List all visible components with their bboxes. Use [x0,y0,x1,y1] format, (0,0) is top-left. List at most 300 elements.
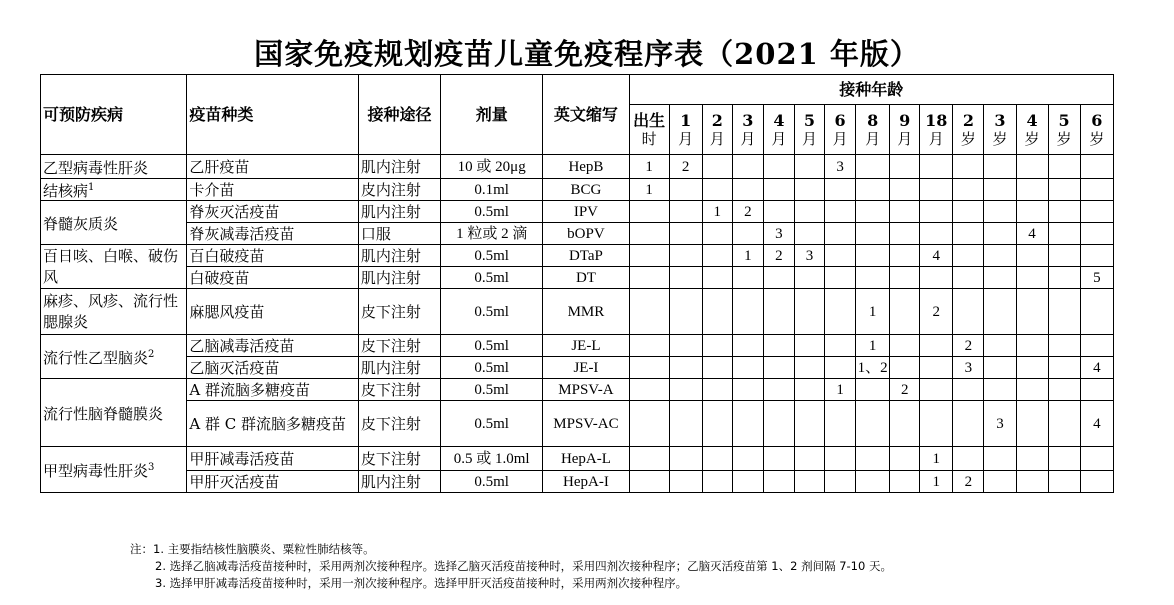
header-age-11: 3 岁 [984,105,1016,155]
dose-cell [1080,289,1113,335]
dose-cell [856,401,890,447]
dose-cell [629,471,669,493]
dose-cell [1048,379,1080,401]
dose-cell [1048,471,1080,493]
dose-cell [890,471,920,493]
dose-cell [1048,179,1080,201]
dose-cell [856,245,890,267]
abbr-cell: HepA-L [543,447,629,471]
dose-cell [1048,155,1080,179]
dose-cell: 1 [920,471,953,493]
dose-cell: 0.5 或 1.0ml [441,447,543,471]
vaccine-cell: 乙脑灭活疫苗 [187,357,358,379]
dose-cell [825,447,856,471]
table-row [41,267,1114,289]
dose-cell [669,289,702,335]
dose-cell [920,223,953,245]
vaccine-cell: 乙肝疫苗 [187,155,358,179]
table-row [41,179,1114,201]
route-cell: 肌内注射 [358,357,440,379]
dose-cell: 2 [763,245,794,267]
dose-cell [732,335,763,357]
route-cell: 皮下注射 [358,289,440,335]
dose-cell [732,179,763,201]
vaccine-cell: 脊灰灭活疫苗 [187,201,358,223]
dose-cell [825,179,856,201]
header-age-0: 出生 时 [629,105,669,155]
page-title: 国家免疫规划疫苗儿童免疫程序表（2021 年版） [254,37,920,71]
dose-cell [794,335,824,357]
vaccine-cell: 卡介苗 [187,179,358,201]
vaccine-cell: A 群 C 群流脑多糖疫苗 [187,401,358,447]
dose-cell [763,289,794,335]
vaccine-cell: 甲肝减毒活疫苗 [187,447,358,471]
dose-cell [920,201,953,223]
header-route: 接种途径 [358,75,440,155]
dose-cell [732,357,763,379]
dose-cell [732,155,763,179]
dose-cell: 1 [856,335,890,357]
dose-cell [1016,335,1048,357]
disease-cell: 麻疹、风疹、流行性腮腺炎 [41,289,187,335]
abbr-cell: HepA-I [543,471,629,493]
dose-cell [890,223,920,245]
dose-cell: 1 [920,447,953,471]
dose-cell [825,289,856,335]
disease-cell: 结核病$^1$ [41,179,187,201]
vaccine-cell: 麻腮风疫苗 [187,289,358,335]
abbr-cell: JE-I [543,357,629,379]
dose-cell [825,335,856,357]
dose-cell [1016,379,1048,401]
dose-cell [825,401,856,447]
table-row [41,201,1114,223]
route-cell: 皮下注射 [358,447,440,471]
dose-cell: 4 [1080,401,1113,447]
dose-cell [1048,245,1080,267]
dose-cell: 0.5ml [441,267,543,289]
dose-cell [794,223,824,245]
dose-cell [953,245,984,267]
dose-cell: 3 [953,357,984,379]
dose-cell: 1 [856,289,890,335]
dose-cell: 1 [732,245,763,267]
dose-cell [794,267,824,289]
dose-cell [1080,335,1113,357]
disease-cell: 百日咳、白喉、破伤风 [41,245,187,289]
dose-cell: 10 或 20μg [441,155,543,179]
header-age-1: 1 月 [669,105,702,155]
header-age-3: 3 月 [732,105,763,155]
dose-cell [825,223,856,245]
table-row [41,223,1114,245]
dose-cell [702,335,732,357]
dose-cell [920,155,953,179]
dose-cell [953,401,984,447]
dose-cell [1080,379,1113,401]
dose-cell [856,267,890,289]
dose-cell [669,401,702,447]
dose-cell [890,245,920,267]
dose-cell [856,201,890,223]
dose-cell: 0.5ml [441,201,543,223]
immunization-schedule-table [40,74,1114,493]
dose-cell [1080,245,1113,267]
vaccine-cell: 乙脑减毒活疫苗 [187,335,358,357]
dose-cell [890,357,920,379]
dose-cell [1016,289,1048,335]
dose-cell [984,245,1016,267]
footnote-1: 注：1. 主要指结核性脑膜炎、粟粒性肺结核等。 [130,542,375,556]
header-age-group: 接种年龄 [629,75,1113,105]
dose-cell: 0.5ml [441,289,543,335]
table-row [41,155,1114,179]
dose-cell [702,267,732,289]
footnote-marker: 1 [88,182,95,193]
disease-cell: 甲型病毒性肝炎$^3$ [41,447,187,493]
dose-cell: 1、2 [856,357,890,379]
dose-cell [629,245,669,267]
dose-cell: 0.1ml [441,179,543,201]
dose-cell [732,379,763,401]
route-cell: 肌内注射 [358,245,440,267]
dose-cell [1048,335,1080,357]
header-abbr: 英文缩写 [543,75,629,155]
footnote-2: 2. 选择乙脑减毒活疫苗接种时，采用两剂次接种程序。选择乙脑灭活疫苗接种时，采用四剂次接种程序；乙脑灭活疫苗第 1、2 剂间隔 7-10 天。 [155,559,892,573]
dose-cell [984,379,1016,401]
dose-cell [629,223,669,245]
dose-cell: 3 [984,401,1016,447]
dose-cell [702,447,732,471]
abbr-cell: bOPV [543,223,629,245]
dose-cell [732,447,763,471]
dose-cell [702,357,732,379]
dose-cell [669,267,702,289]
dose-cell [763,267,794,289]
disease-cell: 脊髓灰质炎 [41,201,187,245]
dose-cell [763,471,794,493]
dose-cell [953,267,984,289]
abbr-cell: JE-L [543,335,629,357]
disease-cell: 流行性脑脊髓膜炎 [41,379,187,447]
header-age-2: 2 月 [702,105,732,155]
route-cell: 皮下注射 [358,401,440,447]
footnote-marker: 2 [148,349,155,360]
dose-cell: 4 [920,245,953,267]
dose-cell: 2 [953,335,984,357]
dose-cell [890,201,920,223]
header-vaccine: 疫苗种类 [187,75,358,155]
dose-cell [702,155,732,179]
vaccine-cell: A 群流脑多糖疫苗 [187,379,358,401]
route-cell: 肌内注射 [358,471,440,493]
dose-cell [669,471,702,493]
abbr-cell: DT [543,267,629,289]
dose-cell [825,267,856,289]
dose-cell [856,155,890,179]
dose-cell [794,447,824,471]
table-row [41,447,1114,471]
dose-cell [763,447,794,471]
vaccine-cell: 百白破疫苗 [187,245,358,267]
dose-cell [984,201,1016,223]
dose-cell [1048,223,1080,245]
table-row [41,379,1114,401]
dose-cell [984,357,1016,379]
dose-cell [1048,289,1080,335]
abbr-cell: MMR [543,289,629,335]
route-cell: 皮下注射 [358,379,440,401]
dose-cell [890,155,920,179]
dose-cell: 3 [825,155,856,179]
dose-cell [1048,267,1080,289]
table-row [41,245,1114,267]
dose-cell [629,379,669,401]
dose-cell [984,335,1016,357]
dose-cell [1016,447,1048,471]
dose-cell [1016,357,1048,379]
dose-cell [953,379,984,401]
dose-cell [1080,447,1113,471]
dose-cell [890,179,920,201]
dose-cell [856,471,890,493]
dose-cell: 0.5ml [441,471,543,493]
dose-cell [732,401,763,447]
dose-cell [953,155,984,179]
dose-cell [732,223,763,245]
route-cell: 肌内注射 [358,155,440,179]
dose-cell [920,179,953,201]
dose-cell [984,267,1016,289]
dose-cell [794,155,824,179]
dose-cell [1016,245,1048,267]
dose-cell: 3 [763,223,794,245]
dose-cell [920,379,953,401]
dose-cell [763,379,794,401]
dose-cell: 4 [1080,357,1113,379]
dose-cell [702,401,732,447]
dose-cell [629,289,669,335]
header-age-4: 4 月 [763,105,794,155]
dose-cell [920,335,953,357]
dose-cell [763,179,794,201]
dose-cell [763,201,794,223]
dose-cell [1048,401,1080,447]
dose-cell [890,401,920,447]
dose-cell [669,335,702,357]
footnotes [130,541,892,592]
dose-cell: 1 [629,155,669,179]
route-cell: 肌内注射 [358,267,440,289]
dose-cell [669,201,702,223]
dose-cell [629,201,669,223]
dose-cell [890,447,920,471]
dose-cell [920,357,953,379]
dose-cell [953,201,984,223]
dose-cell: 5 [1080,267,1113,289]
dose-cell: 1 [825,379,856,401]
header-age-14: 6 岁 [1080,105,1113,155]
footnote-marker: 3 [148,462,155,473]
dose-cell: 2 [732,201,763,223]
dose-cell [702,179,732,201]
dose-cell [890,289,920,335]
dose-cell [702,223,732,245]
dose-cell: 0.5ml [441,335,543,357]
route-cell: 肌内注射 [358,201,440,223]
dose-cell [920,267,953,289]
table-row [41,471,1114,493]
dose-cell [1080,179,1113,201]
dose-cell [763,155,794,179]
dose-cell [763,357,794,379]
dose-cell [732,289,763,335]
header-age-9: 18 月 [920,105,953,155]
dose-cell [629,335,669,357]
dose-cell [794,201,824,223]
dose-cell: 0.5ml [441,401,543,447]
dose-cell [825,245,856,267]
abbr-cell: DTaP [543,245,629,267]
dose-cell [669,447,702,471]
dose-cell [984,155,1016,179]
dose-cell [953,223,984,245]
vaccine-cell: 白破疫苗 [187,267,358,289]
abbr-cell: HepB [543,155,629,179]
dose-cell [856,223,890,245]
dose-cell [953,447,984,471]
dose-cell [763,335,794,357]
dose-cell [794,289,824,335]
disease-cell: 流行性乙型脑炎$^2$ [41,335,187,379]
dose-cell [629,267,669,289]
dose-cell [732,267,763,289]
dose-cell [825,357,856,379]
dose-cell [856,447,890,471]
dose-cell [1016,155,1048,179]
abbr-cell: MPSV-A [543,379,629,401]
table-row [41,357,1114,379]
dose-cell [702,471,732,493]
dose-cell: 2 [920,289,953,335]
header-age-5: 5 月 [794,105,824,155]
header-age-6: 6 月 [825,105,856,155]
vaccine-cell: 甲肝灭活疫苗 [187,471,358,493]
dose-cell [629,401,669,447]
dose-cell [984,289,1016,335]
dose-cell [794,471,824,493]
vaccine-cell: 脊灰减毒活疫苗 [187,223,358,245]
disease-cell: 乙型病毒性肝炎 [41,155,187,179]
abbr-cell: IPV [543,201,629,223]
dose-cell [1080,223,1113,245]
dose-cell: 3 [794,245,824,267]
table-row [41,401,1114,447]
dose-cell [825,471,856,493]
dose-cell [856,179,890,201]
dose-cell [702,245,732,267]
dose-cell: 4 [1016,223,1048,245]
header-age-12: 4 岁 [1016,105,1048,155]
dose-cell [1080,155,1113,179]
dose-cell: 0.5ml [441,245,543,267]
dose-cell: 2 [953,471,984,493]
dose-cell [1016,179,1048,201]
dose-cell: 2 [669,155,702,179]
dose-cell [953,289,984,335]
dose-cell [920,401,953,447]
dose-cell [1016,401,1048,447]
dose-cell [794,179,824,201]
dose-cell [763,401,794,447]
dose-cell [629,447,669,471]
dose-cell [669,245,702,267]
dose-cell [953,179,984,201]
dose-cell: 0.5ml [441,357,543,379]
dose-cell [702,289,732,335]
header-row-top [41,75,1114,105]
table-row [41,289,1114,335]
dose-cell [984,179,1016,201]
dose-cell [984,471,1016,493]
dose-cell [794,401,824,447]
dose-cell [1048,447,1080,471]
dose-cell [669,379,702,401]
dose-cell [794,379,824,401]
abbr-cell: MPSV-AC [543,401,629,447]
header-age-13: 5 岁 [1048,105,1080,155]
footnote-3: 3. 选择甲肝减毒活疫苗接种时，采用一剂次接种程序。选择甲肝灭活疫苗接种时，采用两剂次接种程序。 [155,576,688,590]
dose-cell [1016,267,1048,289]
dose-cell [825,201,856,223]
route-cell: 皮下注射 [358,335,440,357]
header-disease: 可预防疾病 [41,75,187,155]
dose-cell [702,379,732,401]
dose-cell: 1 [629,179,669,201]
table-row [41,335,1114,357]
route-cell: 口服 [358,223,440,245]
dose-cell [856,379,890,401]
schedule-body [41,155,1114,493]
dose-cell [629,357,669,379]
dose-cell [890,335,920,357]
header-age-7: 8 月 [856,105,890,155]
dose-cell [669,179,702,201]
dose-cell [669,357,702,379]
dose-cell [1080,201,1113,223]
route-cell: 皮内注射 [358,179,440,201]
abbr-cell: BCG [543,179,629,201]
dose-cell: 0.5ml [441,379,543,401]
dose-cell [1016,471,1048,493]
dose-cell [984,447,1016,471]
dose-cell [1048,201,1080,223]
dose-cell: 2 [890,379,920,401]
header-age-8: 9 月 [890,105,920,155]
dose-cell [1080,471,1113,493]
dose-cell [1048,357,1080,379]
dose-cell [984,223,1016,245]
dose-cell [890,267,920,289]
dose-cell [732,471,763,493]
dose-cell [1016,201,1048,223]
header-dose: 剂量 [441,75,543,155]
dose-cell [794,357,824,379]
header-age-10: 2 岁 [953,105,984,155]
dose-cell [669,223,702,245]
dose-cell: 1 粒或 2 滴 [441,223,543,245]
dose-cell: 1 [702,201,732,223]
